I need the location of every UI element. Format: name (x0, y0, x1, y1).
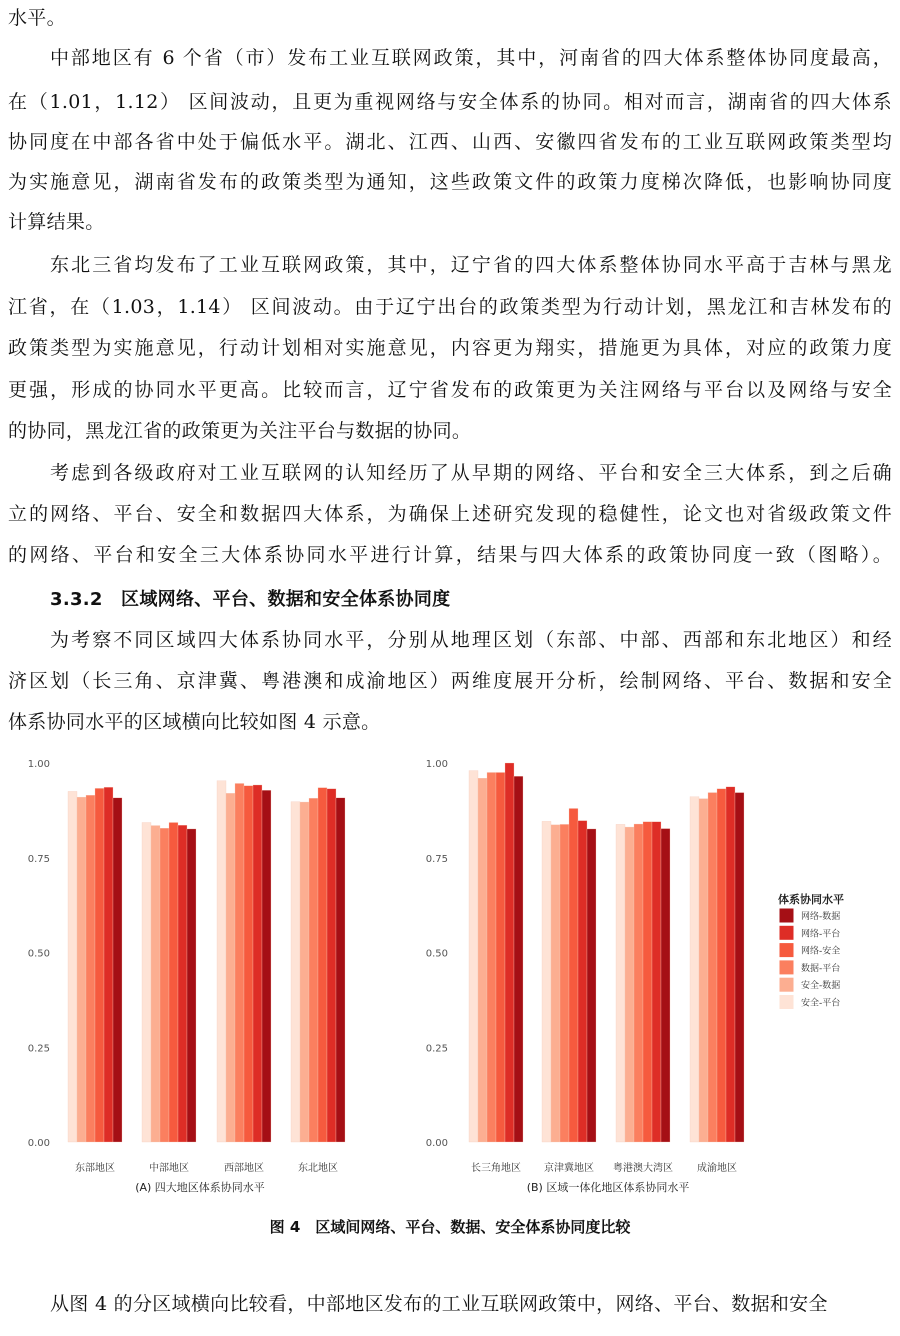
bar (661, 829, 670, 1142)
bar (735, 793, 744, 1142)
panel-title: (B) 区域一体化地区体系协同水平 (526, 1181, 690, 1194)
text-line: 的网络、平台和安全三大体系协同水平进行计算，结果与四大体系的政策协同度一致（图略）。 (8, 544, 892, 566)
bar (578, 821, 587, 1142)
x-tick-label: 中部地区 (149, 1163, 189, 1174)
text-line: 东北三省均发布了工业互联网政策，其中，辽宁省的四大体系整体协同水平高于吉林与黑龙 (50, 254, 892, 276)
legend-swatch (779, 960, 794, 975)
text-line: 体系协同水平的区域横向比较如图 4 示意。 (8, 711, 381, 733)
bar (469, 771, 478, 1142)
text-line: 政策类型为实施意见，行动计划相对实施意见，内容更为翔实，措施更为具体，对应的政策力度 (8, 337, 892, 359)
bar (690, 797, 699, 1142)
bar (178, 825, 187, 1142)
legend-label: 数据-平台 (801, 963, 841, 974)
bar (104, 787, 113, 1142)
legend-swatch (779, 908, 794, 923)
bar (652, 822, 661, 1142)
bar (708, 793, 717, 1142)
y-tick-label: 1.00 (27, 759, 50, 770)
text-line: 水平。 (8, 7, 66, 29)
bar (142, 823, 151, 1142)
x-tick-label: 成渝地区 (697, 1163, 737, 1174)
bar (253, 785, 262, 1142)
x-tick-label: 东北地区 (298, 1163, 338, 1174)
bar (95, 788, 104, 1142)
bar (113, 798, 122, 1142)
y-tick-label: 0.50 (425, 948, 448, 960)
bar (187, 829, 196, 1142)
x-tick-label: 京津冀地区 (544, 1163, 594, 1174)
bar (262, 790, 271, 1142)
text-line: 的协同，黑龙江省的政策更为关注平台与数据的协同。 (8, 420, 472, 442)
bar (634, 824, 643, 1142)
text-line: 更强，形成的协同水平更高。比较而言，辽宁省发布的政策更为关注网络与平台以及网络与安全 (8, 379, 892, 401)
x-tick-label: 西部地区 (224, 1163, 264, 1174)
y-tick-label: 1.00 (425, 759, 448, 770)
x-tick-label: 东部地区 (75, 1163, 115, 1174)
legend-swatch (779, 943, 794, 958)
bar (496, 772, 505, 1142)
legend-swatch (779, 995, 794, 1010)
text-line: 从图 4 的分区域横向比较看，中部地区发布的工业互联网政策中，网络、平台、数据和安全 (50, 1293, 828, 1315)
chart-panel-b (426, 759, 744, 1194)
text-line: 在（1.01，1.12） 区间波动，且更为重视网络与安全体系的协同。相对而言，湖南省的四大体系 (8, 91, 892, 113)
bar (560, 824, 569, 1142)
bar (514, 776, 523, 1142)
bar (291, 802, 300, 1142)
section-heading: 3.3.2 区域网络、平台、数据和安全体系协同度 (50, 589, 451, 610)
bar (551, 825, 560, 1142)
bar (505, 763, 514, 1142)
bar (318, 788, 327, 1142)
bar (309, 798, 318, 1142)
bar (699, 799, 708, 1142)
text-line: 立的网络、平台、安全和数据四大体系，为确保上述研究发现的稳健性，论文也对省级政策文件 (8, 503, 892, 525)
bar (569, 808, 578, 1142)
bar (235, 783, 244, 1142)
bar (160, 828, 169, 1142)
chart-legend (778, 892, 844, 1010)
bar (616, 824, 625, 1142)
y-tick-label: 0.75 (27, 853, 50, 865)
bar (643, 822, 652, 1142)
bar (77, 797, 86, 1142)
bar (336, 798, 345, 1142)
y-tick-label: 0.75 (425, 853, 448, 865)
bar (68, 791, 77, 1142)
figure-caption: 图 4 区域间网络、平台、数据、安全体系协同度比较 (269, 1218, 631, 1236)
bar (244, 786, 253, 1142)
bar (587, 829, 596, 1142)
text-line: 计算结果。 (8, 211, 105, 233)
bar (169, 823, 178, 1142)
legend-title: 体系协同水平 (778, 893, 844, 906)
legend-swatch (779, 925, 794, 940)
panel-title: (A) 四大地区体系协同水平 (135, 1181, 265, 1194)
chart-panel-a (28, 759, 345, 1194)
x-tick-label: 粤港澳大湾区 (613, 1163, 673, 1174)
y-tick-label: 0.50 (27, 948, 50, 960)
y-tick-label: 0.25 (425, 1043, 448, 1055)
y-tick-label: 0.25 (27, 1043, 50, 1055)
bar (151, 826, 160, 1142)
bar (217, 781, 226, 1142)
bar (327, 789, 336, 1142)
y-tick-label: 0.00 (27, 1138, 50, 1149)
legend-swatch (779, 977, 794, 992)
legend-label: 网络-平台 (801, 929, 841, 940)
bar (726, 787, 735, 1142)
bar (625, 827, 634, 1142)
x-tick-label: 长三角地区 (471, 1163, 521, 1174)
figure-4-chart (0, 740, 900, 1210)
legend-label: 网络-安全 (801, 946, 841, 957)
bar (300, 802, 309, 1142)
y-tick-label: 0.00 (425, 1138, 448, 1149)
bar (226, 793, 235, 1142)
legend-label: 安全-平台 (801, 998, 841, 1009)
legend-label: 网络-数据 (801, 912, 841, 922)
bar (487, 772, 496, 1142)
text-line: 为考察不同区域四大体系协同水平，分别从地理区划（东部、中部、西部和东北地区）和经 (50, 629, 892, 651)
text-line: 协同度在中部各省中处于偏低水平。湖北、江西、山西、安徽四省发布的工业互联网政策类型均 (8, 131, 892, 153)
text-line: 考虑到各级政府对工业互联网的认知经历了从早期的网络、平台和安全三大体系，到之后确 (50, 462, 892, 484)
bar (478, 778, 487, 1142)
text-line: 中部地区有 6 个省（市）发布工业互联网政策，其中，河南省的四大体系整体协同度最高， (50, 47, 892, 69)
bar (86, 795, 95, 1142)
bar (717, 789, 726, 1142)
bar (542, 821, 551, 1142)
text-line: 江省，在（1.03，1.14） 区间波动。由于辽宁出台的政策类型为行动计划，黑龙江和吉林发布的 (8, 296, 892, 318)
text-line: 济区划（长三角、京津冀、粤港澳和成渝地区）两维度展开分析，绘制网络、平台、数据和安全 (8, 670, 892, 692)
legend-label: 安全-数据 (801, 981, 841, 992)
text-line: 为实施意见，湖南省发布的政策类型为通知，这些政策文件的政策力度梯次降低，也影响协同度 (8, 171, 892, 193)
